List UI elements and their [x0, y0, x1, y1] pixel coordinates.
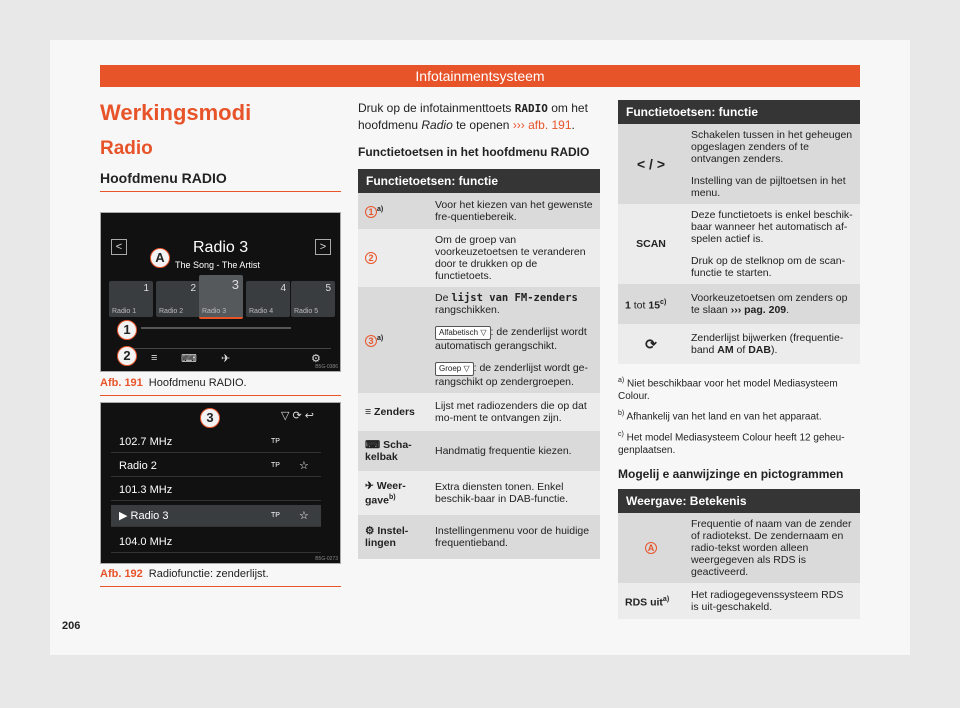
table-header: Functietoetsen: functie: [618, 100, 860, 124]
heading-radio: Radio: [100, 138, 153, 159]
keyboard-icon: ⌨: [181, 353, 197, 365]
heading-werkingsmodi: Werkingsmodi: [100, 100, 252, 125]
table-row: Instelling van de pijltoetsen in het menu.: [618, 170, 860, 204]
function-table-2: [618, 100, 860, 364]
table-row: RDS uit$^{a)}$ Het radiogegevenssysteem RDS is uit-geschakeld.: [618, 583, 860, 619]
heading-hoofdmenu: Hoofdmenu RADIO: [100, 170, 341, 192]
preset-button: 4 Radio 4: [246, 281, 290, 317]
footnotes: $^{a)}$ Niet beschikbaar voor het model Mediasysteem Colour. $^{b)}$ Afhankelij van het land en van het apparaat. $^{c)}$ Het model Mediasysteem Colour heeft 12 geheu-genplaatsen.: [618, 377, 845, 456]
preset-button: 1 Radio 1: [109, 281, 153, 317]
table-row: ⚙ Instel-lingen Instellingenmenu voor de huidige frequentieband.: [358, 515, 600, 559]
right-column: [618, 100, 860, 619]
marker-3: 3: [200, 408, 220, 428]
table-row: < / > Schakelen tussen in het geheugen opgeslagen zenders of te ontvangen zenders.: [618, 124, 860, 170]
station-row-selected: ▶ Radio 3 TP ☆: [111, 505, 321, 527]
settings-icon: ⚙: [311, 353, 321, 365]
station-row: 104.0 MHz: [111, 531, 321, 553]
middle-column: [358, 100, 600, 559]
table-row: 2 Om de groep van voorkeuzetoetsen te veranderen door te drukken op de functietoets.: [358, 229, 600, 287]
table-row: Groep ▽ : de zenderlijst wordt ge-rangschikt op zendergroepen.: [358, 357, 600, 393]
list-icon: ≡: [365, 406, 375, 418]
satellite-icon: ✈: [365, 479, 377, 492]
preset-button-active: 3 Radio 3: [199, 275, 243, 319]
marker-2: 2: [117, 346, 137, 366]
display-table: [618, 489, 860, 619]
table-row: SCAN Deze functietoets is enkel beschik-baar wanneer het automatisch af-spelen actief is.: [618, 204, 860, 250]
figure-radio-main-menu: [100, 212, 341, 372]
list-controls-icon: ▽ ⟳ ↩: [281, 410, 315, 422]
list-icon: ≡: [151, 352, 158, 364]
refresh-icon: ⟳: [618, 324, 684, 364]
table-row: 3 $^{a)}$ De lijst van FM-zenders rangschikken.: [358, 287, 600, 321]
table-row: ⟳ Zenderlijst bijwerken (frequentie-band AM of DAB).: [618, 324, 860, 364]
page-number: 206: [62, 620, 81, 632]
figure-caption-192: Afb. 192 Radiofunctie: zenderlijst.: [100, 568, 341, 587]
table-header: Functietoetsen: functie: [358, 169, 600, 193]
station-row: 101.3 MHz: [111, 479, 321, 501]
station-row: 102.7 MHz TP: [111, 431, 321, 453]
marker-1: 1: [117, 320, 137, 340]
preset-button: 5 Radio 5: [291, 281, 335, 317]
station-row: Radio 2 TP ☆: [111, 455, 321, 477]
table-row: ✈ Weer-gave$^{b)}$ Extra diensten tonen. Enkel beschik-baar in DAB-functie.: [358, 471, 600, 515]
radio-title: Radio 3: [193, 239, 249, 256]
prev-arrow-icon: <: [111, 239, 127, 255]
table-row: 1 $^{a)}$ Voor het kiezen van het gewenste fre-quentiebereik.: [358, 193, 600, 229]
intro-text: Druk op de infotainmenttoets RADIO om het hoofdmenu Radio te openen ››› afb. 191.: [358, 101, 588, 132]
figure-ref-code: B5G-0386: [315, 364, 338, 370]
preset-button: 2 Radio 2: [156, 281, 200, 317]
left-column: [100, 100, 341, 192]
figure-ref-code: B5G-0273: [315, 556, 338, 562]
play-icon: ▶: [119, 510, 131, 522]
next-arrow-icon: >: [315, 239, 331, 255]
subheading-functietoetsen: Functietoetsen in het hoofdmenu RADIO: [358, 145, 590, 159]
settings-icon: ⚙: [365, 525, 378, 537]
table-row: ≡ Zenders Lijst met radiozenders die op dat mo-ment te ontvangen zijn.: [358, 393, 600, 431]
scrollbar: [141, 327, 291, 329]
table-row: 1 tot 15$^{c)}$ Voorkeuzetoetsen om zenders op te slaan ››› pag. 209.: [618, 284, 860, 324]
table-row: ⌨ Scha-kelbak Handmatig frequentie kiezen.: [358, 431, 600, 471]
table-row: Alfabetisch ▽ : de zenderlijst wordt automatisch gerangschikt.: [358, 321, 600, 357]
function-bar: [131, 348, 331, 368]
satellite-icon: ✈: [221, 353, 231, 365]
figure-station-list: [100, 402, 341, 564]
table-header: Weergave: Betekenis: [618, 489, 860, 513]
table-row: A Frequentie of naam van de zender of radiotekst. De zendernaam en radio-tekst worden alleen weergegeven als RDS is geactiveerd.: [618, 513, 860, 583]
figure-caption-191: Afb. 191 Hoofdmenu RADIO.: [100, 377, 341, 396]
marker-a: A: [150, 248, 170, 268]
song-title: The Song - The Artist: [175, 260, 260, 270]
subheading-aanwijzingen: Mogelij e aanwijzinge en pictogrammen: [618, 466, 844, 481]
keyboard-icon: ⌨: [365, 439, 384, 451]
table-row: Druk op de stelknop om de scan-functie te starten.: [618, 250, 860, 284]
header-bar: Infotainmentsysteem: [100, 65, 860, 87]
function-table: [358, 169, 600, 559]
